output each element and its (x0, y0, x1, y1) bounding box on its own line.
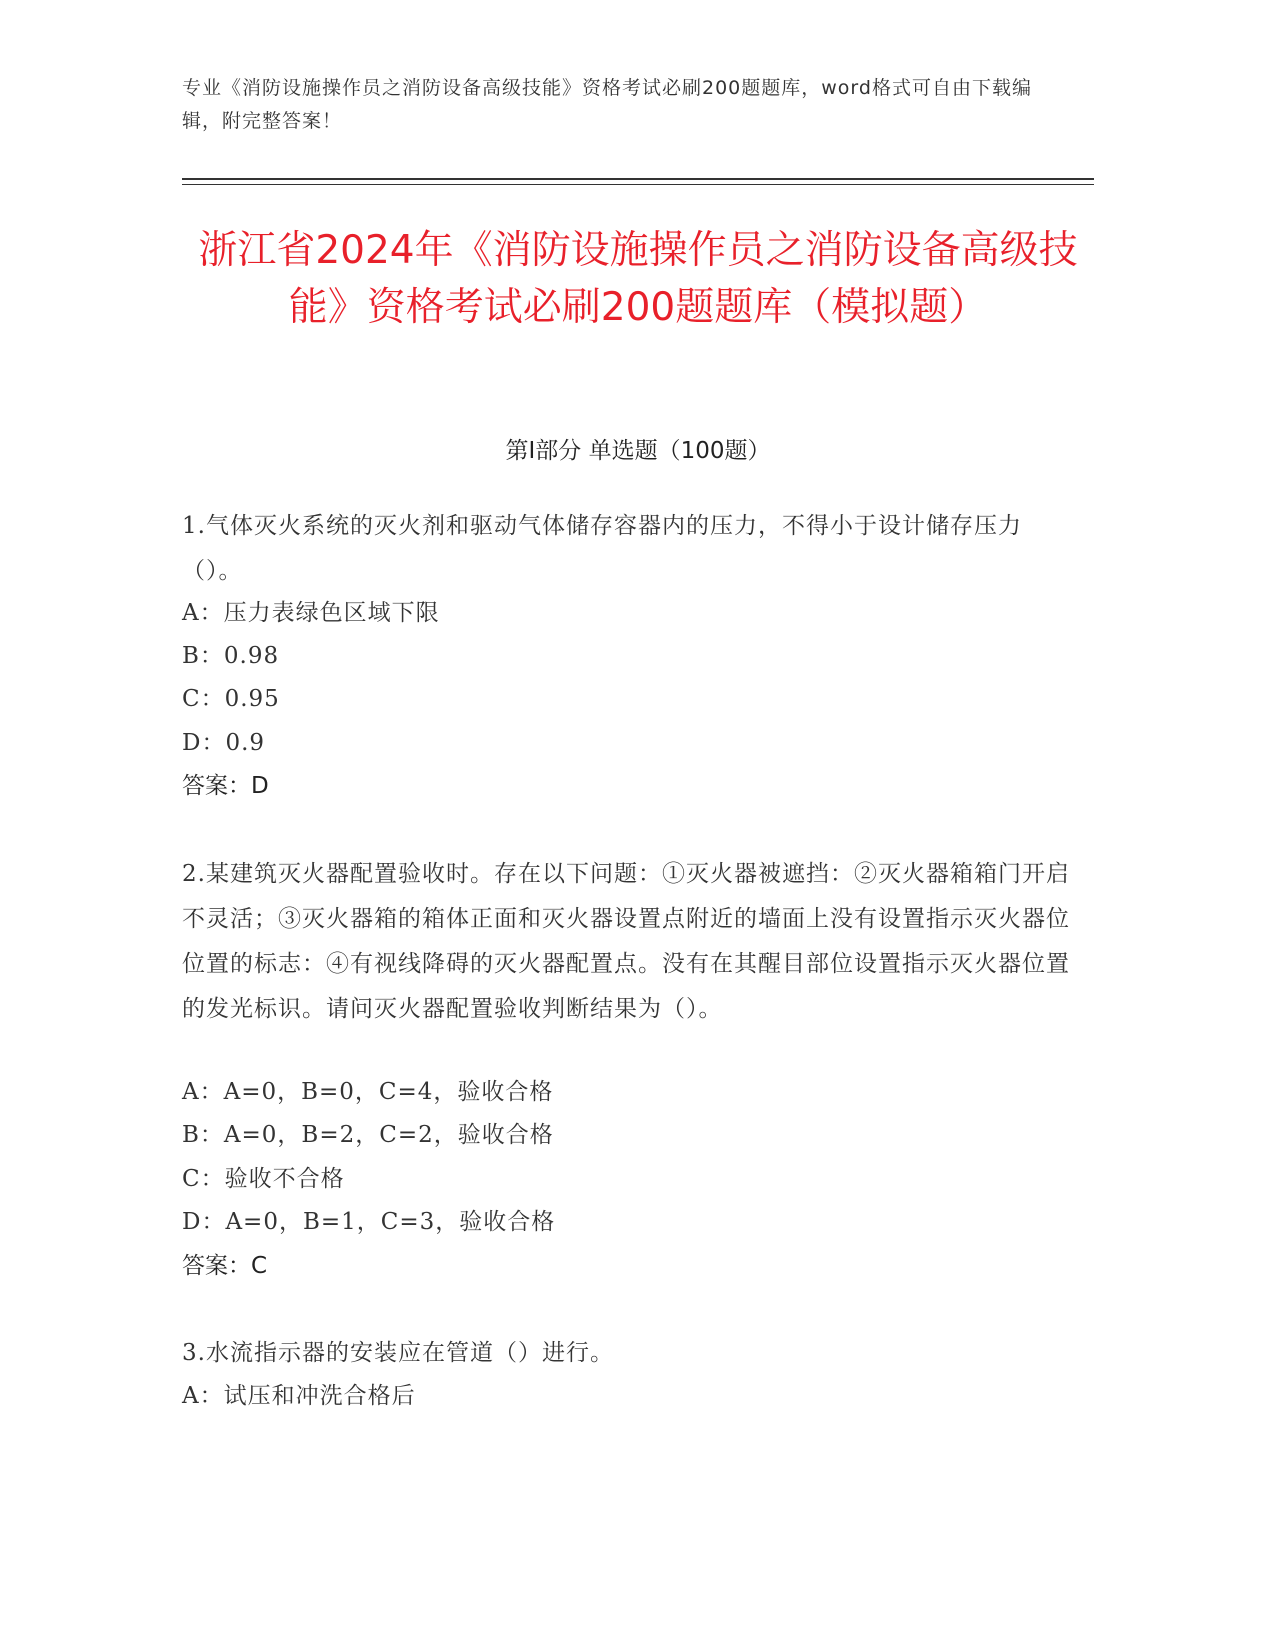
section-title: 第Ⅰ部分 单选题（100题） (505, 438, 771, 464)
question-3-stem: 3.水流指示器的安装应在管道（）进行。 (182, 1340, 614, 1366)
question-2-option-b: B：A=0，B=2，C=2，验收合格 (182, 1122, 554, 1148)
question-2-answer: 答案：C (182, 1253, 268, 1279)
question-1-option-a: A：压力表绿色区域下限 (182, 600, 440, 626)
header-divider-thick (182, 178, 1094, 180)
header-divider-thin (182, 184, 1094, 185)
question-2-option-a: A：A=0，B=0，C=4，验收合格 (182, 1079, 554, 1105)
question-1-option-d: D：0.9 (182, 730, 266, 756)
question-2-option-d: D：A=0，B=1，C=3，验收合格 (182, 1209, 556, 1235)
question-3-option-a: A：试压和冲洗合格后 (182, 1383, 416, 1409)
question-2-stem: 2.某建筑灭火器配置验收时。存在以下问题：①灭火器被遮挡：②灭火器箱箱门开启不灵活；③灭火器箱的箱体正面和灭火器设置点附近的墙面上没有设置指示灭火器位位置的标志：④有视线降碍的灭火器配置点。没有在其醒目部位设置指示灭火器位置的发光标识。请问灭火器配置验收判断结果为（）。 (182, 861, 1070, 1022)
question-1-answer: 答案：D (182, 773, 269, 799)
question-1-option-c: C：0.95 (182, 686, 280, 712)
question-2-option-c: C：验收不合格 (182, 1166, 345, 1192)
question-1-stem: 1.气体灭火系统的灭火剂和驱动气体储存容器内的压力，不得小于设计储存压力（）。 (182, 513, 1022, 584)
document-title: 浙江省2024年《消防设施操作员之消防设备高级技能》资格考试必刷200题题库（模拟题） (198, 228, 1078, 330)
question-1-option-b: B：0.98 (182, 643, 280, 669)
header-note: 专业《消防设施操作员之消防设备高级技能》资格考试必刷200题题库，word格式可自由下载编辑，附完整答案！ (182, 77, 1032, 132)
